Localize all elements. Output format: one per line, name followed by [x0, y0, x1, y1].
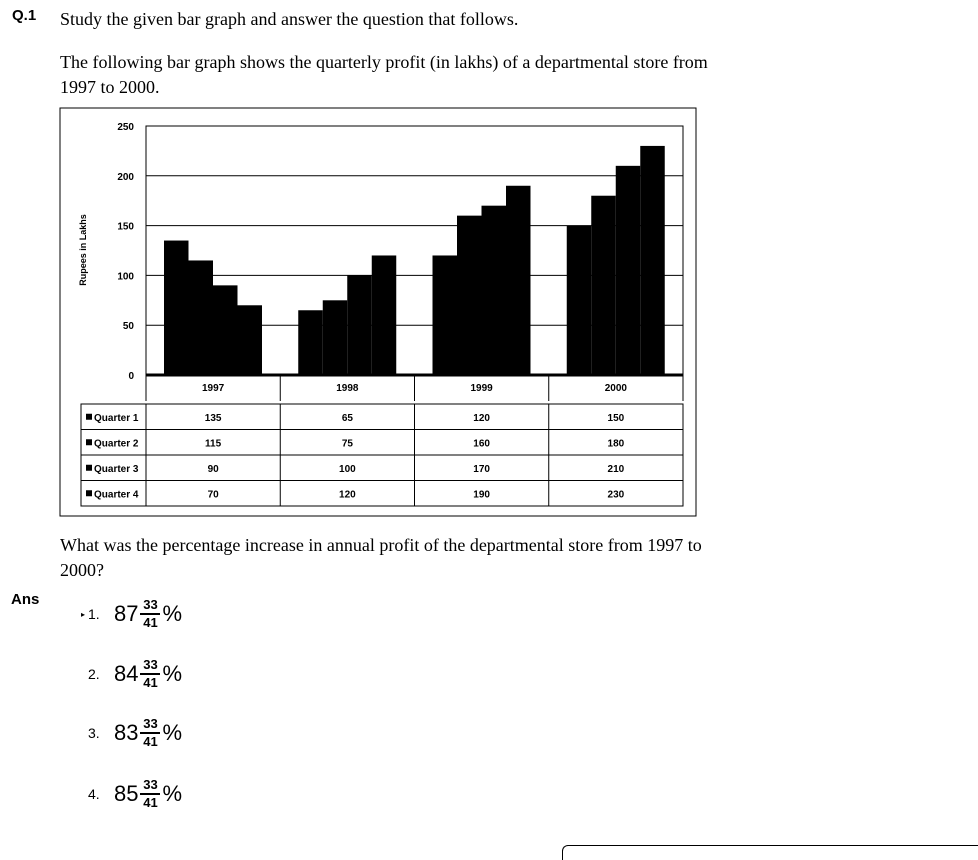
- answer-label: Ans: [11, 591, 40, 608]
- x-category-label: 1997: [202, 383, 225, 394]
- option-numerator: 33: [143, 597, 158, 612]
- legend-key: [86, 414, 92, 420]
- y-tick-label: 50: [122, 321, 134, 333]
- bar: [213, 285, 238, 375]
- option-denominator: 41: [143, 795, 158, 810]
- legend-series-name: Quarter 1: [94, 412, 139, 424]
- option-fraction: [140, 598, 160, 630]
- bar: [238, 305, 263, 375]
- bar: [347, 275, 372, 375]
- option-number: 3.: [88, 725, 100, 741]
- bar: [640, 146, 665, 375]
- option-numerator: 33: [143, 777, 158, 792]
- data-table-value: 190: [473, 489, 490, 501]
- data-table-value: 150: [607, 412, 625, 424]
- data-table-value: 70: [207, 489, 219, 501]
- option-numerator: 33: [143, 716, 158, 731]
- bar: [482, 206, 507, 375]
- bar: [189, 260, 214, 375]
- legend-key: [86, 439, 92, 445]
- question-ask: What was the percentage increase in annual profit of the departmental store from 1997 to 2000?: [60, 535, 702, 580]
- data-table-value: 65: [341, 412, 353, 424]
- answer-option-1[interactable]: [88, 598, 182, 630]
- question-intro: The following bar graph shows the quarterly profit (in lakhs) of a departmental store from 1997 to 2000.: [60, 52, 708, 97]
- option-number: 2.: [88, 666, 100, 682]
- answer-option-3[interactable]: [88, 717, 182, 749]
- bar: [372, 255, 397, 375]
- option-denominator: 41: [143, 615, 158, 630]
- legend-series-name: Quarter 4: [94, 489, 139, 501]
- data-table-value: 160: [473, 438, 490, 450]
- bar: [298, 310, 323, 375]
- question-instruction: Study the given bar graph and answer the question that follows.: [60, 9, 519, 29]
- data-table-value: 100: [339, 463, 356, 475]
- y-tick-label: 0: [128, 371, 134, 382]
- option-fraction: [140, 778, 160, 810]
- bar: [567, 226, 592, 375]
- data-table-value: 120: [473, 412, 490, 424]
- bar: [433, 255, 458, 375]
- bar: [591, 196, 616, 375]
- option-number: 1.: [88, 606, 100, 622]
- data-table-value: 75: [341, 438, 353, 450]
- option-suffix: %: [162, 661, 183, 686]
- y-tick-label: 150: [117, 221, 134, 233]
- x-category-label: 1999: [470, 383, 493, 394]
- data-table-value: 230: [607, 489, 625, 501]
- y-tick-label: 250: [117, 122, 134, 133]
- legend-series-name: Quarter 3: [94, 463, 139, 475]
- bar: [506, 186, 531, 375]
- option-suffix: %: [162, 601, 183, 626]
- option-suffix: %: [162, 781, 183, 806]
- answer-option-2[interactable]: [88, 658, 182, 690]
- data-table-value: 210: [607, 463, 625, 475]
- selection-marker-icon: ▸: [81, 610, 86, 619]
- bar: [164, 241, 189, 375]
- option-denominator: 41: [143, 734, 158, 749]
- legend-key: [86, 465, 92, 471]
- bar: [616, 166, 641, 375]
- option-numerator: 33: [143, 657, 158, 672]
- data-table-value: 90: [207, 463, 219, 475]
- option-fraction: [140, 717, 160, 749]
- question-number: Q.1: [12, 7, 37, 24]
- y-tick-label: 200: [117, 171, 134, 183]
- page-corner-frame: [562, 845, 978, 860]
- option-fraction: [140, 658, 160, 690]
- y-axis-label: Rupees in Lakhs: [78, 214, 88, 286]
- option-number: 4.: [88, 786, 100, 802]
- data-table-value: 170: [473, 463, 490, 475]
- x-category-label: 2000: [604, 383, 627, 394]
- option-whole: 84: [114, 661, 139, 686]
- x-category-label: 1998: [336, 383, 359, 394]
- bar: [457, 216, 482, 375]
- data-table-value: 115: [205, 438, 222, 450]
- y-tick-label: 100: [117, 271, 134, 283]
- bar: [323, 300, 348, 375]
- data-table-value: 135: [204, 412, 222, 424]
- legend-series-name: Quarter 2: [94, 438, 139, 450]
- option-suffix: %: [162, 720, 183, 745]
- legend-key: [86, 490, 92, 496]
- option-whole: 83: [114, 720, 139, 745]
- option-denominator: 41: [143, 675, 158, 690]
- data-table-value: 180: [607, 438, 625, 450]
- data-table-value: 120: [339, 489, 356, 501]
- option-whole: 85: [114, 781, 139, 806]
- option-whole: 87: [114, 601, 139, 626]
- answer-option-4[interactable]: [88, 778, 182, 810]
